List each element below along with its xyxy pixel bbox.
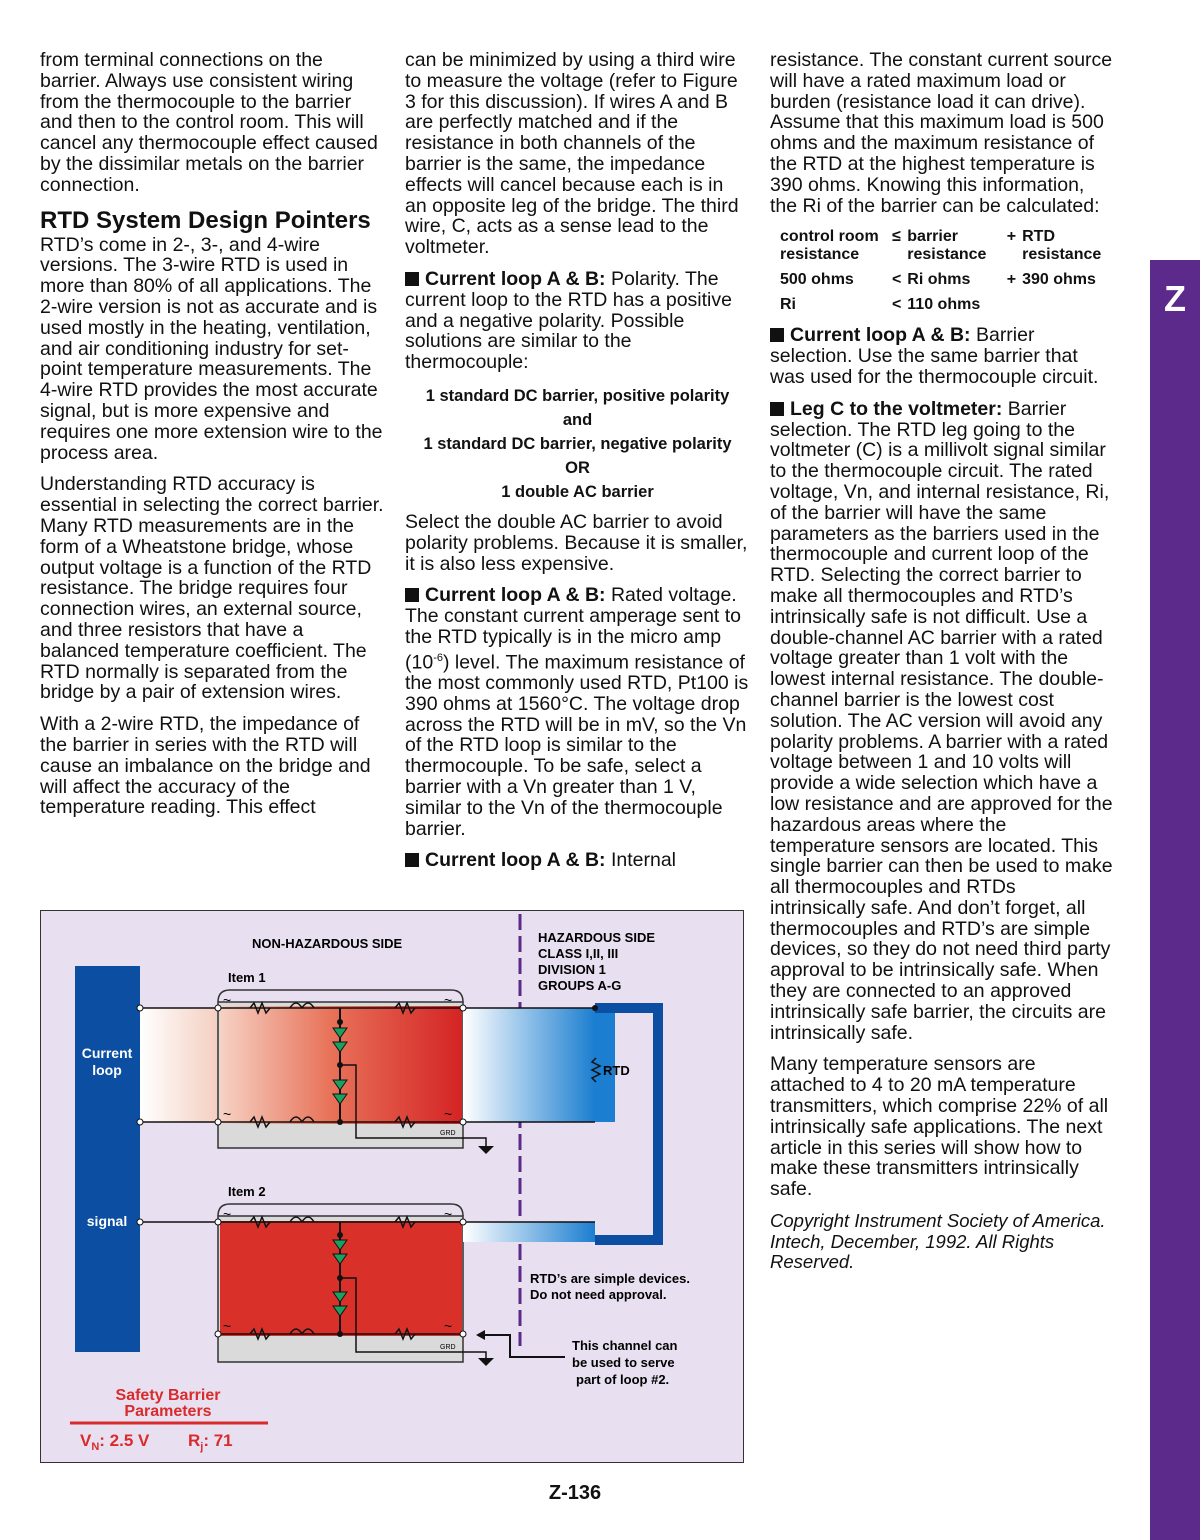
option-line: 1 double AC barrier xyxy=(501,482,654,501)
calc-cell: < xyxy=(891,271,902,289)
ac-symbol: ~ xyxy=(444,1318,453,1334)
ac-symbol: ~ xyxy=(223,992,232,1008)
copyright-notice: Copyright Instrument Society of America. Intech, December, 1992. All Rights Reserved. xyxy=(770,1210,1106,1273)
channel-note-3: part of loop #2. xyxy=(576,1372,670,1387)
bullet-square-icon xyxy=(770,328,784,342)
hazardous-label: HAZARDOUS SIDE xyxy=(538,930,656,945)
option-line: 1 standard DC barrier, negative polarity xyxy=(423,434,732,453)
nonhazardous-label: NON-HAZARDOUS SIDE xyxy=(252,936,403,951)
calc-cell: 500 ohms xyxy=(780,271,854,289)
current-loop-label: Current xyxy=(81,1045,133,1061)
calc-cell: ≤ xyxy=(891,228,901,246)
terminal xyxy=(137,1119,143,1125)
node xyxy=(337,1019,343,1025)
bullet-square-icon xyxy=(405,588,419,602)
ac-symbol: ~ xyxy=(223,1318,232,1334)
terminal xyxy=(215,1119,221,1125)
run-in-heading: Current loop A & B: xyxy=(790,324,971,347)
bullet-square-icon xyxy=(405,272,419,286)
calc-cell: + xyxy=(1006,271,1017,289)
terminal xyxy=(215,1331,221,1337)
terminal xyxy=(215,1219,221,1225)
paragraph: With a 2-wire RTD, the impedance of the barrier in series with the RTD will cause an imbalance on the bridge and will affect the accuracy of the temperature reading. This effect xyxy=(40,713,371,819)
node xyxy=(337,1232,343,1238)
terminal xyxy=(592,1005,598,1011)
hazardous-class: CLASS I,II, III xyxy=(538,946,619,961)
bullet-square-icon xyxy=(405,853,419,867)
paragraph-rated-voltage xyxy=(405,585,750,839)
ac-symbol: ~ xyxy=(223,1106,232,1122)
section-heading: RTD System Design Pointers xyxy=(40,206,371,234)
calc-cell: barrier resistance xyxy=(907,228,987,264)
ac-symbol: ~ xyxy=(223,1206,232,1222)
paragraph: Select the double AC barrier to avoid polarity problems. Because it is smaller, it is also less expensive. xyxy=(405,510,748,575)
simple-devices-note-2: Do not need approval. xyxy=(530,1287,667,1302)
vn-parameter: $V_N$: 2.5 V xyxy=(80,1431,150,1453)
hazardous-wiring-2 xyxy=(463,1222,595,1242)
run-in-heading: Current loop A & B: xyxy=(425,267,606,290)
terminal xyxy=(137,1219,143,1225)
option-line: OR xyxy=(565,458,590,477)
ac-symbol: ~ xyxy=(444,1206,453,1222)
paragraph-text: Internal xyxy=(605,849,677,872)
calc-cell: 110 ohms xyxy=(907,296,981,314)
parameters-title: Safety Barrier xyxy=(115,1387,221,1404)
grd-label: GRD xyxy=(440,1344,456,1351)
paragraph: can be minimized by using a third wire to measure the voltage (refer to Figure 3 for this discussion). If wires A and B are perfectly matched and if the resistance in both channels of the barrier is the same, the impedance effects will cancel because each is in an opposite leg of the bridge. The third wire, C, acts as a sense lead to the voltmeter. xyxy=(405,49,739,259)
current-loop-wires xyxy=(140,1008,220,1122)
section-tab xyxy=(1150,260,1200,1540)
hazardous-division: DIVISION 1 xyxy=(538,962,606,977)
paragraph-text: Polarity. The current loop to the RTD has a positive and a negative polarity. Possible solutions are similar to the thermocouple: xyxy=(405,267,732,374)
option-line: and xyxy=(562,410,593,429)
paragraph: Many temperature sensors are attached to 4 to 20 mA temperature transmitters, which comprise 22% of all intrinsically safe applications. The next article in this series will show how to make these transmitters intrinsically safe. xyxy=(770,1053,1109,1201)
bullet-square-icon xyxy=(770,402,784,416)
calc-cell: RTD resistance xyxy=(1022,228,1102,264)
paragraph-text: Rated voltage. The constant current amperage sent to the RTD typically is in the micro amp (10 xyxy=(405,584,742,674)
run-in-heading: Current loop A & B: xyxy=(425,584,606,607)
rtd-label: RTD xyxy=(603,1063,630,1078)
section-tab-letter: Z xyxy=(1164,278,1186,319)
resistance-calculation xyxy=(778,227,1115,315)
paragraph: RTD’s come in 2-, 3-, and 4-wire versions. The 3-wire RTD is used in more than 80% of all applications. The 2-wire version is not as accurate and is used mostly in the heating, ventilation, and air conditioning industry for set-point temperature measurements. The 4-wire RTD provides the most accurate signal, but is more expensive and requires one more extension wire to the process area. xyxy=(40,233,383,464)
terminal xyxy=(460,1005,466,1011)
item-1-label: Item 1 xyxy=(228,970,266,985)
column-3 xyxy=(770,50,1115,1284)
channel-note-2: be used to serve xyxy=(572,1355,675,1370)
paragraph-barrier-selection xyxy=(770,325,1115,387)
node xyxy=(337,1119,343,1125)
ac-symbol: ~ xyxy=(444,992,453,1008)
rj-parameter: $R_j$: 71 xyxy=(188,1431,233,1453)
calc-cell: Ri xyxy=(780,296,796,314)
terminal xyxy=(137,1005,143,1011)
simple-devices-note: RTD’s are simple devices. xyxy=(530,1271,690,1286)
option-line: 1 standard DC barrier, positive polarity xyxy=(425,386,730,405)
node xyxy=(337,1331,343,1337)
calc-cell: Ri ohms xyxy=(907,271,971,289)
paragraph-leg-c xyxy=(770,399,1115,1044)
terminal xyxy=(460,1219,466,1225)
paragraph-text: Barrier selection. Use the same barrier that was used for the thermocouple circuit. xyxy=(770,324,1099,388)
barrier-options xyxy=(405,384,750,504)
run-in-heading: Current loop A & B: xyxy=(425,849,606,872)
parameters-title-2: Parameters xyxy=(124,1403,212,1420)
paragraph: resistance. The constant current source will have a rated maximum load or burden (resistance load it can drive). Assume that this maximum load is 500 ohms and the maximum resistance of the RTD at the highest temperature is 390 ohms. Knowing this information, the Ri of the barrier can be calculated: xyxy=(770,49,1113,217)
column-2 xyxy=(405,50,750,882)
run-in-heading: Leg C to the voltmeter: xyxy=(790,397,1003,420)
signal-label: signal xyxy=(86,1213,128,1229)
paragraph-text: Barrier selection. The RTD leg going to the voltmeter (C) is a millivolt signal similar to the thermocouple circuit. The rated voltage, Vn, and internal resistance, Ri, of the barrier will have the same parameters as the barriers used in the thermocouple and current loop of the RTD. Selecting the correct barrier to make all thermocouples and RTD’s intrinsically safe is not difficult. Use a double-channel AC barrier with a rated voltage greater than 1 volt with the lowest internal resistance. The double-channel barrier is the lowest cost solution. The AC version will avoid any polarity problems. A barrier with a rated voltage between 1 and 10 volts will provide a wide selection which have a low resistance and are approved for the hazardous areas where the temperature sensors are located. This single barrier can then be used to make all thermocouples and RTDs intrinsically safe. And don’t forget, all thermocouples and RTD’s are simple devices, so they do not need third party approval to be intrinsically safe. When they are connected to an approved intrinsically safe barrier, the circuits are intrinsically safe. xyxy=(770,397,1113,1044)
ac-symbol: ~ xyxy=(444,1106,453,1122)
control-instrument xyxy=(75,966,140,1352)
hazardous-wiring-1 xyxy=(463,1008,595,1122)
calc-cell: 390 ohms xyxy=(1022,271,1096,289)
item-2-label: Item 2 xyxy=(228,1184,266,1199)
column-1 xyxy=(40,50,385,829)
rtd-barrier-diagram xyxy=(40,910,744,1463)
channel-note: This channel can xyxy=(572,1338,678,1353)
current-loop-label-2: loop xyxy=(92,1062,122,1078)
terminal xyxy=(460,1331,466,1337)
hazardous-groups: GROUPS A-G xyxy=(538,978,622,993)
terminal xyxy=(460,1119,466,1125)
exponent: -6 xyxy=(433,651,443,664)
paragraph-text: ) level. The maximum resistance of the most commonly used RTD, Pt100 is 390 ohms at 1560°C. The voltage drop across the RTD will be in mV, so the Vn of the RTD loop is similar to the thermocouple. To be safe, select a barrier with a Vn greater than 1 V, similar to the Vn of the thermocouple barrier. xyxy=(405,651,749,840)
grd-label: GRD xyxy=(440,1130,456,1137)
calc-cell: + xyxy=(1006,228,1017,246)
paragraph: Understanding RTD accuracy is essential in selecting the correct barrier. Many RTD measurements are in the form of a Wheatstone bridge, whose output voltage is a function of the RTD resistance. The bridge requires four connection wires, an external source, and three resistors that have a balanced temperature coefficient. The RTD normally is separated from the bridge by a pair of extension wires. xyxy=(40,473,384,704)
terminal xyxy=(215,1005,221,1011)
paragraph: from terminal connections on the barrier. Always use consistent wiring from the thermocouple to the barrier and then to the control room. This will cancel any thermocouple effect caused by the dissimilar metals on the barrier connection. xyxy=(40,49,378,196)
calc-cell: < xyxy=(891,296,902,314)
page-number: Z-136 xyxy=(548,1482,602,1504)
paragraph-internal xyxy=(405,850,750,871)
paragraph-polarity xyxy=(405,269,750,373)
calc-cell: control room resistance xyxy=(780,228,879,264)
